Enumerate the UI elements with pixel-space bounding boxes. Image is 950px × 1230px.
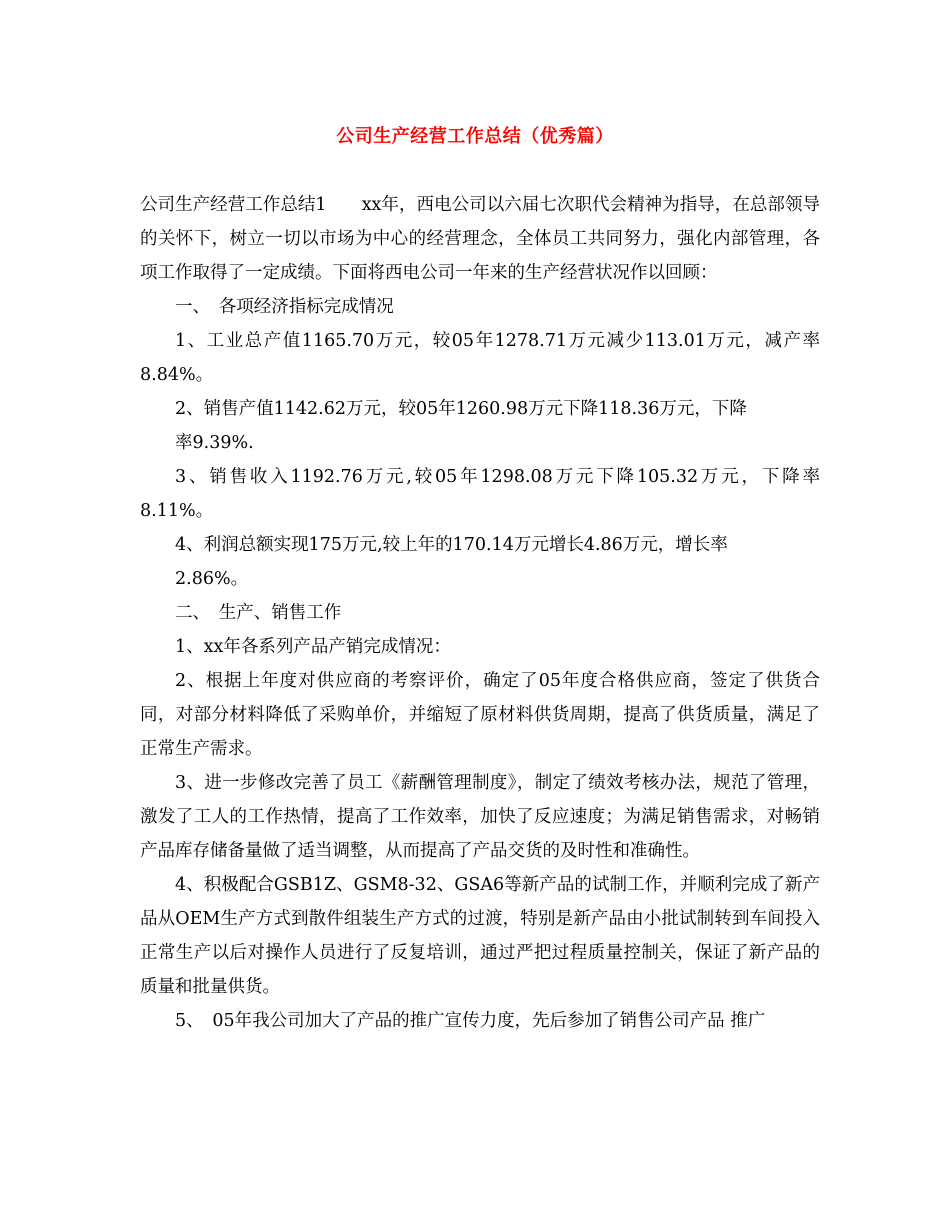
production-item-2: 2、根据上年度对供应商的考察评价，确定了05年度合格供应商，签定了供货合同，对部分材料降低了采购单价，并缩短了原材料供货周期，提高了供货质量，满足了正常生产需求。 [140, 671, 820, 759]
document-title: 公司生产经营工作总结（优秀篇） [336, 126, 614, 147]
intro-paragraph: 公司生产经营工作总结1 xx年，西电公司以六届七次职代会精神为指导，在总部领导的关怀下，树立一切以市场为中心的经营理念，全体员工共同努力，强化内部管理，各项工作取得了一定成绩。下面将西电公司一年来的生产经营状况作以回顾： [140, 195, 820, 283]
indicator-item-3: 3、销售收入1192.76万元,较05年1298.08万元下降105.32万元，下降率8.11%。 [140, 467, 820, 521]
indicator-item-4-cont: 2.86%。 [175, 569, 249, 589]
document-body [140, 188, 820, 1038]
production-item-3: 3、进一步修改完善了员工《薪酬管理制度》，制定了绩效考核办法，规范了管理，激发了工人的工作热情，提高了工作效率，加快了反应速度；为满足销售需求，对畅销产品库存储备量做了适当调整，从而提高了产品交货的及时性和准确性。 [140, 773, 820, 861]
production-item-4: 4、积极配合GSB1Z、GSM8-32、GSA6等新产品的试制工作，并顺利完成了新产品从OEM生产方式到散件组装生产方式的过渡，特别是新产品由小批试制转到车间投入正常生产以后对操作人员进行了反复培训，通过严把过程质量控制关，保证了新产品的质量和批量供货。 [140, 875, 820, 997]
production-item-1: 1、xx年各系列产品产销完成情况： [175, 637, 451, 657]
indicator-item-1: 1、工业总产值1165.70万元，较05年1278.71万元减少113.01万元，减产率8.84%。 [140, 331, 820, 385]
indicator-item-4: 4、利润总额实现175万元,较上年的170.14万元增长4.86万元，增长率 [175, 535, 728, 555]
indicator-item-2: 2、销售产值1142.62万元，较05年1260.98万元下降118.36万元，下降 [175, 399, 747, 419]
indicator-item-2-cont: 率9.39%. [175, 433, 254, 453]
section-heading-1: 一、 各项经济指标完成情况 [175, 297, 394, 317]
section-heading-2: 二、 生产、销售工作 [175, 603, 342, 623]
production-item-5: 5、 05年我公司加大了产品的推广宣传力度，先后参加了销售公司产品 推广 [175, 1011, 766, 1031]
